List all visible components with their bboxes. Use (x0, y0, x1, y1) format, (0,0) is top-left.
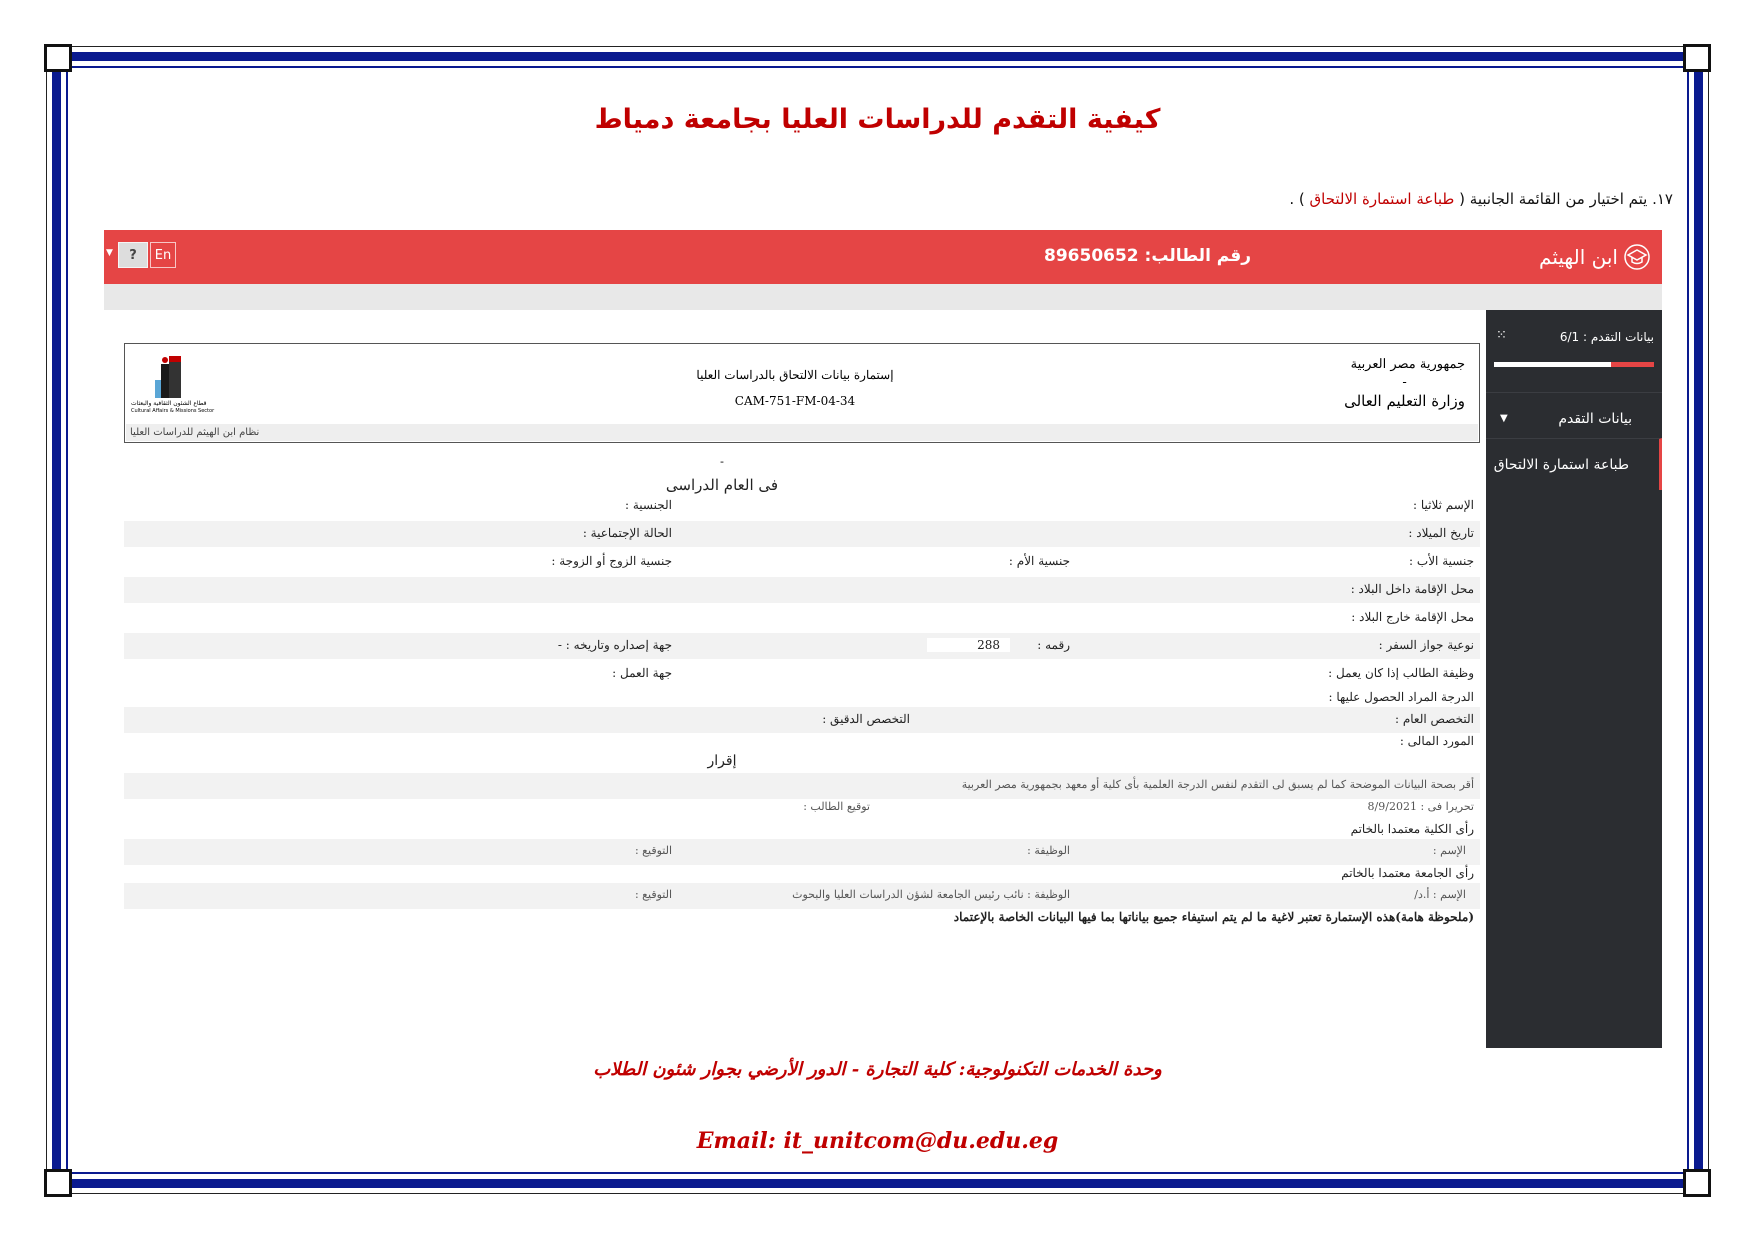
progress-bar (1494, 362, 1654, 367)
student-number: رقم الطالب: 89650652 (1044, 246, 1252, 266)
label-name-3: الإسم : أ.د/ (1414, 888, 1466, 901)
progress-fill (1611, 362, 1654, 367)
logo-text-en: Cultural Affairs & Missions Sector (131, 408, 215, 414)
country-name: جمهورية مصر العربية (1350, 357, 1465, 372)
form-header-right (1344, 356, 1465, 410)
brand[interactable] (1539, 244, 1650, 270)
form-row (124, 549, 1480, 575)
ministry-name: وزارة التعليم العالى (1344, 392, 1465, 410)
corner-ornament (1683, 1169, 1711, 1197)
help-icon: ? (129, 247, 137, 263)
ministry-logo (131, 350, 231, 420)
sidebar-item-label: بيانات التقدم (1558, 410, 1632, 427)
important-note: (ملحوظة هامة)هذه الإستمارة تعتبر لاغية ما لم يتم استيفاء جميع بياناتها بما فيها البيانات الخاصة بالإعتماد (953, 910, 1474, 924)
label-precise-spec: التخصص الدقيق : (822, 712, 910, 726)
system-name: نظام ابن الهيثم للدراسات العليا (126, 424, 1478, 441)
caret-down-icon: ▼ (1500, 413, 1508, 424)
academic-year-label: فى العام الدراسى (665, 476, 779, 494)
form-row (124, 633, 1480, 659)
passport-number-value: 288 (927, 638, 1010, 652)
sidebar-item-print-form[interactable] (1486, 438, 1662, 490)
logo-text: قطاع الشئون الثقافية والبعثات (131, 400, 207, 407)
step-prefix: ١٧. يتم اختيار من القائمة الجانبية ( (1459, 190, 1673, 208)
sidebar (1486, 310, 1662, 1048)
label-mother-nationality: جنسية الأم : (1008, 554, 1070, 568)
form-row (124, 905, 1480, 931)
label-funding: المورد المالى : (1399, 734, 1474, 748)
footer-address: وحدة الخدمات التكنولوجية: كلية التجارة - الدور الأرضي بجوار شئون الطلاب (593, 1059, 1162, 1080)
label-passport-type: نوعية جواز السفر : (1378, 638, 1474, 652)
label-nationality: الجنسية : (625, 498, 672, 512)
label-passport-number: رقمه : (1037, 638, 1070, 652)
declaration-text: أقر بصحة البيانات الموضحة كما لم يسبق لى التقدم لنفس الدرجة العلمية بأى كلية أو معهد بجمهورية مصر العربية (961, 778, 1474, 791)
label-birth: تاريخ الميلاد : (1408, 526, 1474, 540)
label-marital: الحالة الإجتماعية : (582, 526, 672, 540)
form-code: CAM-751-FM-04-34 (734, 394, 856, 408)
sidebar-item-application-data[interactable] (1486, 392, 1662, 444)
form-row (124, 493, 1480, 519)
label-residence-outside: محل الإقامة خارج البلاد : (1351, 610, 1474, 624)
form-title: إستمارة بيانات الالتحاق بالدراسات العليا (696, 368, 894, 382)
form-row (124, 577, 1480, 603)
label-degree: الدرجة المراد الحصول عليها : (1328, 690, 1474, 704)
form-row (124, 605, 1480, 631)
content-header-bar (104, 284, 1662, 310)
form-row (124, 661, 1480, 687)
label-father-nationality: جنسية الأب : (1409, 554, 1474, 568)
student-signature-label: توقيع الطالب : (803, 800, 870, 813)
footer-email[interactable]: Email: it_unitcom@du.edu.eg (696, 1128, 1059, 1154)
form-row (124, 521, 1480, 547)
label-general-spec: التخصص العام : (1394, 712, 1474, 726)
label-name: الإسم ثلاثيا : (1412, 498, 1474, 512)
dash: - (1402, 375, 1407, 390)
label-position: الوظيفة : (1027, 844, 1070, 857)
chevron-down-icon[interactable]: ▼ (106, 248, 113, 258)
form-header (124, 343, 1480, 443)
app-screenshot (104, 230, 1662, 1048)
page-title: كيفية التقدم للدراسات العليا بجامعة دمياط (594, 104, 1161, 135)
label-signature-3: التوقيع : (634, 888, 672, 901)
brand-name: ابن الهيثم (1539, 245, 1618, 269)
faculty-opinion: رأى الكلية معتمدا بالخاتم (1350, 822, 1474, 836)
dated-label: تحريرا فى : 8/9/2021 (1367, 800, 1474, 813)
step-instruction (1289, 190, 1673, 208)
language-button[interactable] (150, 242, 176, 268)
sidebar-item-label: طباعة استمارة الالتحاق (1493, 456, 1629, 473)
form-row (124, 729, 1480, 755)
top-navbar (104, 230, 1662, 284)
corner-ornament (44, 44, 72, 72)
label-name-2: الإسم : (1432, 844, 1466, 857)
label-position-3: الوظيفة : نائب رئيس الجامعة لشؤن الدراسات العليا والبحوث (792, 888, 1070, 901)
step-suffix: ) . (1289, 190, 1305, 208)
declaration-title: إقرار (707, 753, 737, 769)
label-employer: جهة العمل : (612, 666, 672, 680)
university-opinion: رأى الجامعة معتمدا بالخاتم (1341, 866, 1474, 880)
graduation-cap-icon (1624, 244, 1650, 270)
year-dash: - (720, 455, 724, 468)
form-header-center (645, 362, 945, 414)
corner-ornament (1683, 44, 1711, 72)
label-spouse-nationality: جنسية الزوج أو الزوجة : (551, 554, 672, 568)
language-button-label: En (154, 247, 172, 263)
spinner-icon: ⁙ (1496, 328, 1507, 343)
label-residence-inside: محل الإقامة داخل البلاد : (1350, 582, 1474, 596)
label-issuer: جهة إصداره وتاريخه : - (557, 638, 672, 652)
corner-ornament (44, 1169, 72, 1197)
progress-label: بيانات التقدم : 6/1 (1559, 330, 1654, 344)
step-highlight: طباعة استمارة الالتحاق (1309, 190, 1455, 208)
label-job: وظيفة الطالب إذا كان يعمل : (1328, 666, 1474, 680)
label-signature: التوقيع : (634, 844, 672, 857)
user-menu-button[interactable] (118, 242, 148, 268)
form-content (104, 310, 1486, 1048)
